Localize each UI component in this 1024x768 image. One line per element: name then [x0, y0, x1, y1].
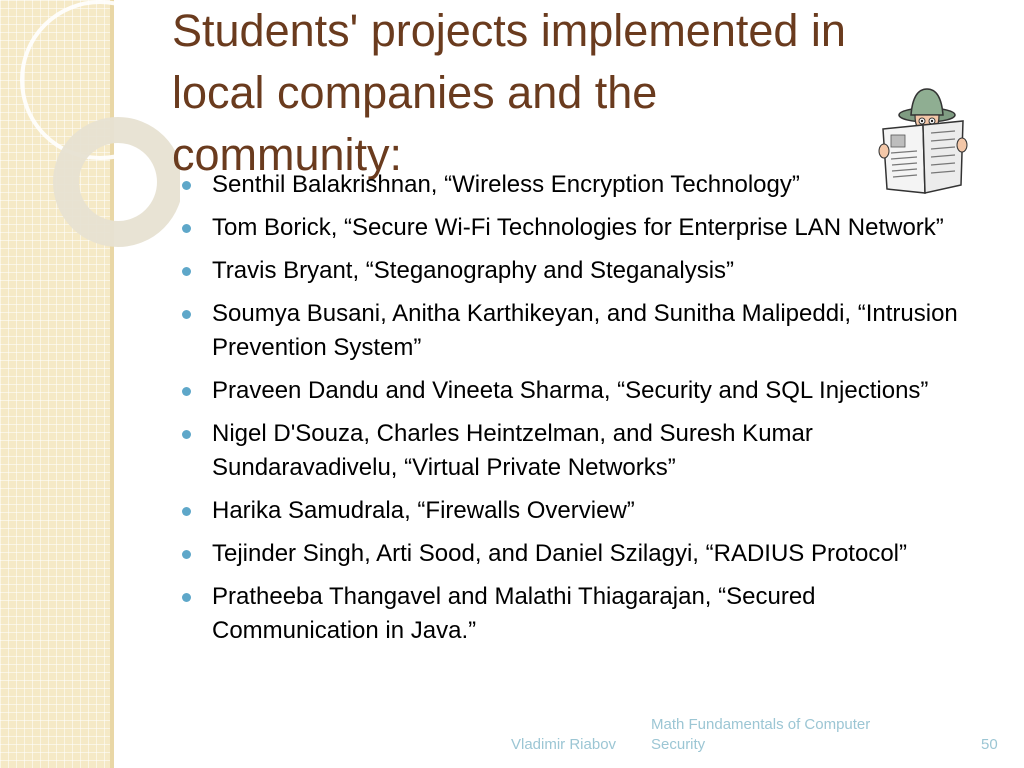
circle-bullet-icon: [182, 224, 191, 233]
list-item: [185, 297, 985, 365]
list-item: [185, 537, 985, 571]
list-item: [185, 417, 985, 485]
footer-course-title: Math Fundamentals of Computer Security: [651, 716, 871, 753]
slide-title: [172, 0, 972, 186]
circle-bullet-icon: [182, 430, 191, 439]
decorative-circles: [0, 0, 180, 260]
title-line: Students' projects implemented in: [172, 5, 846, 56]
page-number: 50: [981, 736, 998, 753]
list-item: [185, 254, 985, 288]
list-item-text: Soumya Busani, Anitha Karthikeyan, and Sunitha Malipeddi, “Intrusion Prevention System”: [212, 300, 958, 361]
list-item: [185, 211, 985, 245]
circle-bullet-icon: [182, 181, 191, 190]
list-item-text: Nigel D'Souza, Charles Heintzelman, and Suresh Kumar Sundaravadivelu, “Virtual Private Networks”: [212, 420, 813, 481]
spy-reading-newspaper-icon: [875, 85, 970, 195]
circle-bullet-icon: [182, 507, 191, 516]
circle-bullet-icon: [182, 550, 191, 559]
list-item: [185, 580, 985, 648]
list-item: [185, 494, 985, 528]
list-item: [185, 168, 985, 202]
project-list: [185, 168, 985, 657]
ring-circle: [66, 130, 170, 234]
list-item-text: Tom Borick, “Secure Wi-Fi Technologies for Enterprise LAN Network”: [212, 214, 944, 241]
list-item-text: Travis Bryant, “Steganography and Steganalysis”: [212, 257, 735, 284]
list-item-text: Senthil Balakrishnan, “Wireless Encryption Technology”: [212, 171, 800, 198]
list-item-text: Harika Samudrala, “Firewalls Overview”: [212, 497, 635, 524]
list-item-text: Pratheeba Thangavel and Malathi Thiagarajan, “Secured Communication in Java.”: [212, 583, 816, 644]
list-item: [185, 374, 985, 408]
circle-bullet-icon: [182, 310, 191, 319]
title-line: community:: [172, 129, 403, 180]
circle-bullet-icon: [182, 593, 191, 602]
list-item-text: Tejinder Singh, Arti Sood, and Daniel Szilagyi, “RADIUS Protocol”: [212, 540, 907, 567]
title-line: local companies and the: [172, 67, 658, 118]
circle-bullet-icon: [182, 387, 191, 396]
list-item-text: Praveen Dandu and Vineeta Sharma, “Security and SQL Injections”: [212, 377, 929, 404]
circle-bullet-icon: [182, 267, 191, 276]
footer-author: Vladimir Riabov: [511, 736, 617, 753]
